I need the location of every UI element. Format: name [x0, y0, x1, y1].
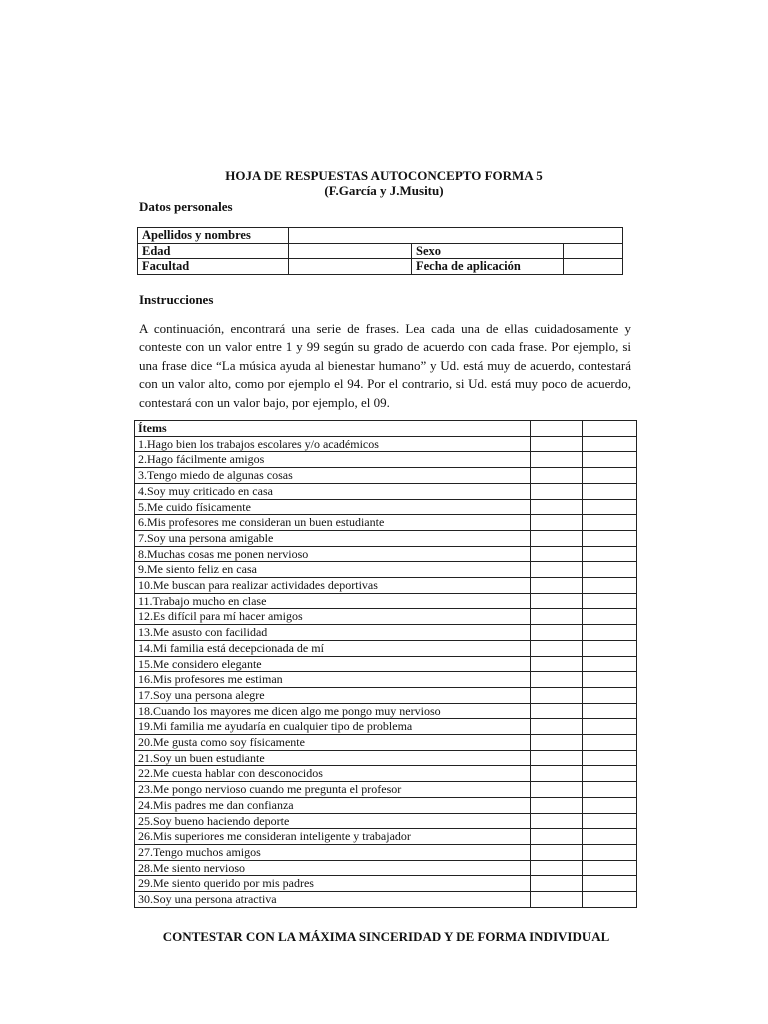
table-row — [135, 452, 637, 468]
item-text: 26.Mis superiores me consideran inteligente y trabajador — [135, 829, 531, 845]
item-text: 9.Me siento feliz en casa — [135, 562, 531, 578]
answer-cell[interactable] — [531, 593, 583, 609]
edad-label: Edad — [138, 243, 289, 259]
table-row — [135, 876, 637, 892]
item-text: 30.Soy una persona atractiva — [135, 892, 531, 908]
answer-cell[interactable] — [583, 562, 637, 578]
table-row — [135, 829, 637, 845]
item-text: 21.Soy un buen estudiante — [135, 750, 531, 766]
table-row — [135, 436, 637, 452]
fecha-label: Fecha de aplicación — [412, 259, 564, 275]
answer-cell[interactable] — [531, 515, 583, 531]
item-text: 1.Hago bien los trabajos escolares y/o académicos — [135, 436, 531, 452]
apellidos-label: Apellidos y nombres — [138, 228, 289, 244]
answer-cell[interactable] — [583, 782, 637, 798]
table-row — [135, 530, 637, 546]
table-row — [135, 892, 637, 908]
table-row — [138, 228, 623, 244]
table-row — [135, 640, 637, 656]
answer-cell[interactable] — [583, 844, 637, 860]
answer-cell[interactable] — [531, 687, 583, 703]
answer-cell[interactable] — [583, 892, 637, 908]
answer-cell[interactable] — [583, 515, 637, 531]
answer-cell[interactable] — [583, 640, 637, 656]
answer-cell[interactable] — [531, 735, 583, 751]
answer-cell[interactable] — [531, 546, 583, 562]
sexo-field[interactable] — [564, 243, 623, 259]
item-text: 25.Soy bueno haciendo deporte — [135, 813, 531, 829]
table-row — [135, 625, 637, 641]
answer-cell[interactable] — [583, 829, 637, 845]
item-text: 2.Hago fácilmente amigos — [135, 452, 531, 468]
answer-cell[interactable] — [531, 421, 583, 437]
table-row — [135, 656, 637, 672]
item-text: 11.Trabajo mucho en clase — [135, 593, 531, 609]
answer-cell[interactable] — [583, 593, 637, 609]
table-row — [135, 483, 637, 499]
table-row — [135, 735, 637, 751]
answer-cell[interactable] — [583, 625, 637, 641]
answer-cell[interactable] — [583, 719, 637, 735]
answer-cell[interactable] — [583, 609, 637, 625]
item-text: 18.Cuando los mayores me dicen algo me pongo muy nervioso — [135, 703, 531, 719]
item-text: 24.Mis padres me dan confianza — [135, 797, 531, 813]
answer-cell[interactable] — [531, 797, 583, 813]
answer-cell[interactable] — [531, 656, 583, 672]
answer-cell[interactable] — [531, 672, 583, 688]
table-row — [135, 703, 637, 719]
table-row — [135, 766, 637, 782]
answer-cell[interactable] — [583, 797, 637, 813]
answer-cell[interactable] — [531, 782, 583, 798]
document-title: HOJA DE RESPUESTAS AUTOCONCEPTO FORMA 5 — [225, 168, 543, 183]
answer-cell[interactable] — [583, 703, 637, 719]
table-row — [135, 609, 637, 625]
item-text: 17.Soy una persona alegre — [135, 687, 531, 703]
item-text: 16.Mis profesores me estiman — [135, 672, 531, 688]
document-authors: (F.García y J.Musitu) — [324, 183, 444, 198]
item-text: 4.Soy muy criticado en casa — [135, 483, 531, 499]
answer-cell[interactable] — [583, 876, 637, 892]
answer-cell[interactable] — [531, 530, 583, 546]
table-row — [135, 468, 637, 484]
answer-cell[interactable] — [531, 468, 583, 484]
table-row — [135, 719, 637, 735]
answer-cell[interactable] — [583, 483, 637, 499]
table-row — [135, 578, 637, 594]
answer-cell[interactable] — [583, 578, 637, 594]
answer-cell[interactable] — [531, 813, 583, 829]
answer-cell[interactable] — [583, 546, 637, 562]
table-row — [135, 546, 637, 562]
personal-data-heading: Datos personales — [139, 199, 233, 214]
answer-cell[interactable] — [531, 703, 583, 719]
fecha-field[interactable] — [564, 259, 623, 275]
item-text: 28.Me siento nervioso — [135, 860, 531, 876]
answer-cell[interactable] — [531, 750, 583, 766]
answer-cell[interactable] — [583, 766, 637, 782]
answer-cell[interactable] — [531, 766, 583, 782]
item-text: 19.Mi familia me ayudaría en cualquier tipo de problema — [135, 719, 531, 735]
answer-cell[interactable] — [583, 813, 637, 829]
answer-cell[interactable] — [531, 640, 583, 656]
item-text: 29.Me siento querido por mis padres — [135, 876, 531, 892]
answer-cell[interactable] — [583, 656, 637, 672]
answer-cell[interactable] — [531, 844, 583, 860]
item-text: 27.Tengo muchos amigos — [135, 844, 531, 860]
item-text: 10.Me buscan para realizar actividades deportivas — [135, 578, 531, 594]
answer-cell[interactable] — [583, 530, 637, 546]
table-row — [135, 797, 637, 813]
table-row — [135, 515, 637, 531]
personal-data-table — [137, 227, 623, 275]
item-text: 3.Tengo miedo de algunas cosas — [135, 468, 531, 484]
answer-cell[interactable] — [583, 421, 637, 437]
item-text: 22.Me cuesta hablar con desconocidos — [135, 766, 531, 782]
item-text: 8.Muchas cosas me ponen nervioso — [135, 546, 531, 562]
table-row — [135, 782, 637, 798]
answer-cell[interactable] — [531, 452, 583, 468]
table-row — [135, 499, 637, 515]
item-text: 7.Soy una persona amigable — [135, 530, 531, 546]
table-row — [135, 593, 637, 609]
answer-cell[interactable] — [531, 609, 583, 625]
items-header-row — [135, 421, 637, 437]
apellidos-field[interactable] — [289, 228, 623, 244]
instructions-paragraph: A continuación, encontrará una serie de frases. Lea cada una de ellas cuidadosamente y conteste con un valor entre 1 y 99 según su grado de acuerdo con cada frase. Por ejemplo, si una frase dice “La música ayuda al bienestar humano” y Ud. está muy de acuerdo, contestará con un valor alto, como por ejemplo el 94. Por el contrario, si Ud. está muy poco de acuerdo, contestará con un valor bajo, por ejemplo, el 09. — [139, 321, 631, 410]
instructions-heading: Instrucciones — [139, 292, 214, 307]
answer-cell[interactable] — [583, 436, 637, 452]
answer-cell[interactable] — [583, 750, 637, 766]
edad-field[interactable] — [289, 243, 412, 259]
answer-cell[interactable] — [531, 719, 583, 735]
answer-cell[interactable] — [531, 483, 583, 499]
answer-cell[interactable] — [531, 578, 583, 594]
item-text: 14.Mi familia está decepcionada de mí — [135, 640, 531, 656]
answer-cell[interactable] — [531, 876, 583, 892]
footer-note: CONTESTAR CON LA MÁXIMA SINCERIDAD Y DE FORMA INDIVIDUAL — [162, 929, 610, 944]
item-text: 20.Me gusta como soy físicamente — [135, 735, 531, 751]
answer-cell[interactable] — [531, 829, 583, 845]
item-text: 6.Mis profesores me consideran un buen estudiante — [135, 515, 531, 531]
table-row — [138, 259, 623, 275]
answer-cell[interactable] — [583, 860, 637, 876]
table-row — [135, 813, 637, 829]
answer-cell[interactable] — [583, 468, 637, 484]
answer-cell[interactable] — [531, 499, 583, 515]
answer-cell[interactable] — [583, 499, 637, 515]
facultad-label: Facultad — [138, 259, 289, 275]
facultad-field[interactable] — [289, 259, 412, 275]
item-text: 15.Me considero elegante — [135, 656, 531, 672]
answer-cell[interactable] — [583, 672, 637, 688]
answer-cell[interactable] — [531, 436, 583, 452]
answer-cell[interactable] — [531, 562, 583, 578]
table-row — [135, 844, 637, 860]
table-row — [135, 672, 637, 688]
answer-cell[interactable] — [583, 452, 637, 468]
sexo-label: Sexo — [412, 243, 564, 259]
table-row — [138, 243, 623, 259]
answer-cell[interactable] — [531, 860, 583, 876]
item-text: 13.Me asusto con facilidad — [135, 625, 531, 641]
items-table — [134, 420, 637, 908]
table-row — [135, 860, 637, 876]
items-header: Ítems — [135, 421, 531, 437]
item-text: 23.Me pongo nervioso cuando me pregunta el profesor — [135, 782, 531, 798]
table-row — [135, 687, 637, 703]
answer-cell[interactable] — [531, 892, 583, 908]
item-text: 12.Es difícil para mí hacer amigos — [135, 609, 531, 625]
answer-cell[interactable] — [531, 625, 583, 641]
answer-cell[interactable] — [583, 735, 637, 751]
table-row — [135, 562, 637, 578]
item-text: 5.Me cuido físicamente — [135, 499, 531, 515]
table-row — [135, 750, 637, 766]
answer-cell[interactable] — [583, 687, 637, 703]
